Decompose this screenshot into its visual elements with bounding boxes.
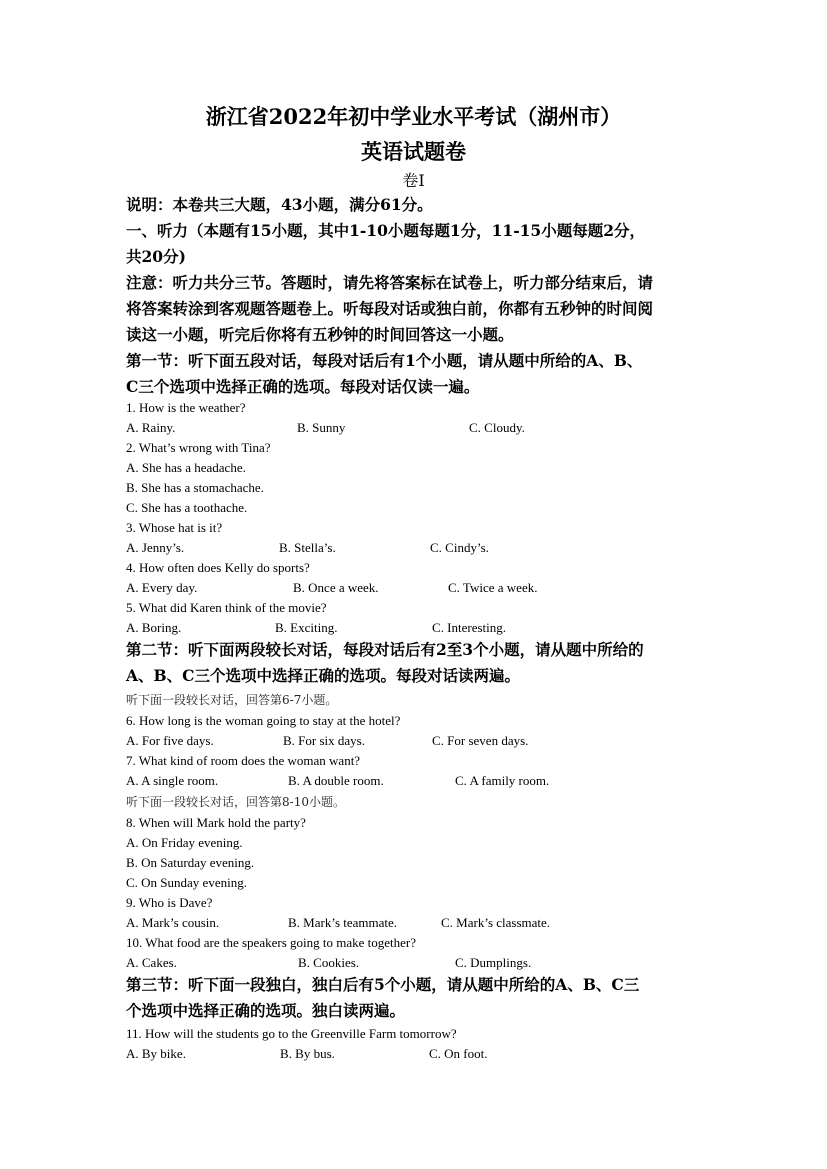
notice-line: 注意：听力共分三节。答题时，请先将答案标在试卷上，听力部分结束后，请 <box>126 273 654 292</box>
section2-heading: A、B、C三个选项中选择正确的选项。每段对话读两遍。 <box>126 666 520 685</box>
option-b: B. Stella’s. <box>279 540 336 555</box>
option-a: A. She has a headache. <box>126 460 246 475</box>
section3-heading: 第三节：听下面一段独白，独白后有5个小题，请从题中所给的A、B、C三 <box>126 975 640 994</box>
option-b: B. Sunny <box>297 420 346 435</box>
option-b: B. Exciting. <box>275 620 338 635</box>
section1-heading: 第一节：听下面五段对话，每段对话后有1个小题，请从题中所给的A、B、 <box>126 351 643 370</box>
section2-heading: 第二节：听下面两段较长对话，每段对话后有2至3个小题，请从题中所给的 <box>126 640 644 659</box>
exam-title: 浙江省2022年初中学业水平考试（湖州市） <box>205 104 622 129</box>
question-stem: 1. How is the weather? <box>126 400 246 415</box>
listening-note: 听下面一段较长对话，回答第6-7小题。 <box>126 693 338 707</box>
option-a: A. Jenny’s. <box>126 540 185 555</box>
question-stem: 4. How often does Kelly do sports? <box>126 560 310 575</box>
instructions: 说明：本卷共三大题，43小题，满分61分。 <box>126 195 433 214</box>
option-c: C. Cindy’s. <box>430 540 489 555</box>
option-b: B. On Saturday evening. <box>126 855 255 870</box>
notice-line: 将答案转涂到客观题答题卷上。听每段对话或独白前，你都有五秒钟的时间阅 <box>126 299 654 318</box>
option-c: C. For seven days. <box>432 733 529 748</box>
option-b: B. She has a stomachache. <box>126 480 264 495</box>
option-c: C. On Sunday evening. <box>126 875 247 890</box>
option-c: C. She has a toothache. <box>126 500 248 515</box>
paper-title: 英语试题卷 <box>361 139 466 164</box>
question-stem: 8. When will Mark hold the party? <box>126 815 306 830</box>
option-a: A. Mark’s cousin. <box>126 915 220 930</box>
option-a: A. Every day. <box>126 580 198 595</box>
option-a: A. Rainy. <box>126 420 176 435</box>
section3-heading: 个选项中选择正确的选项。独白读两遍。 <box>126 1001 406 1020</box>
option-b: B. Once a week. <box>293 580 379 595</box>
question-stem: 6. How long is the woman going to stay at the hotel? <box>126 713 401 728</box>
option-c: C. Cloudy. <box>469 420 525 435</box>
option-a: A. On Friday evening. <box>126 835 243 850</box>
part1-heading-cont: 共20分) <box>126 247 186 266</box>
question-stem: 7. What kind of room does the woman want? <box>126 753 361 768</box>
option-b: B. For six days. <box>283 733 365 748</box>
option-b: B. A double room. <box>288 773 384 788</box>
option-c: C. Dumplings. <box>455 955 532 970</box>
option-c: C. A family room. <box>455 773 550 788</box>
option-a: A. A single room. <box>126 773 219 788</box>
question-stem: 11. How will the students go to the Greenville Farm tomorrow? <box>126 1026 457 1041</box>
part1-heading: 一、听力（本题有15小题，其中1-10小题每题1分，11-15小题每题2分， <box>126 221 646 240</box>
option-a: A. By bike. <box>126 1046 186 1061</box>
question-stem: 3. Whose hat is it? <box>126 520 223 535</box>
notice-line: 读这一小题，听完后你将有五秒钟的时间回答这一小题。 <box>126 325 514 344</box>
option-a: A. For five days. <box>126 733 214 748</box>
option-b: B. Mark’s teammate. <box>288 915 398 930</box>
option-c: C. Interesting. <box>432 620 507 635</box>
option-a: A. Boring. <box>126 620 182 635</box>
volume-label: 卷Ⅰ <box>402 171 425 190</box>
section1-heading: C三个选项中选择正确的选项。每段对话仅读一遍。 <box>126 377 480 396</box>
question-stem: 5. What did Karen think of the movie? <box>126 600 327 615</box>
option-c: C. On foot. <box>429 1046 488 1061</box>
question-stem: 2. What’s wrong with Tina? <box>126 440 271 455</box>
option-a: A. Cakes. <box>126 955 177 970</box>
question-stem: 9. Who is Dave? <box>126 895 213 910</box>
option-c: C. Twice a week. <box>448 580 538 595</box>
listening-note: 听下面一段较长对话，回答第8-10小题。 <box>126 795 345 809</box>
question-stem: 10. What food are the speakers going to make together? <box>126 935 416 950</box>
option-b: B. Cookies. <box>298 955 360 970</box>
option-c: C. Mark’s classmate. <box>441 915 551 930</box>
option-b: B. By bus. <box>280 1046 335 1061</box>
